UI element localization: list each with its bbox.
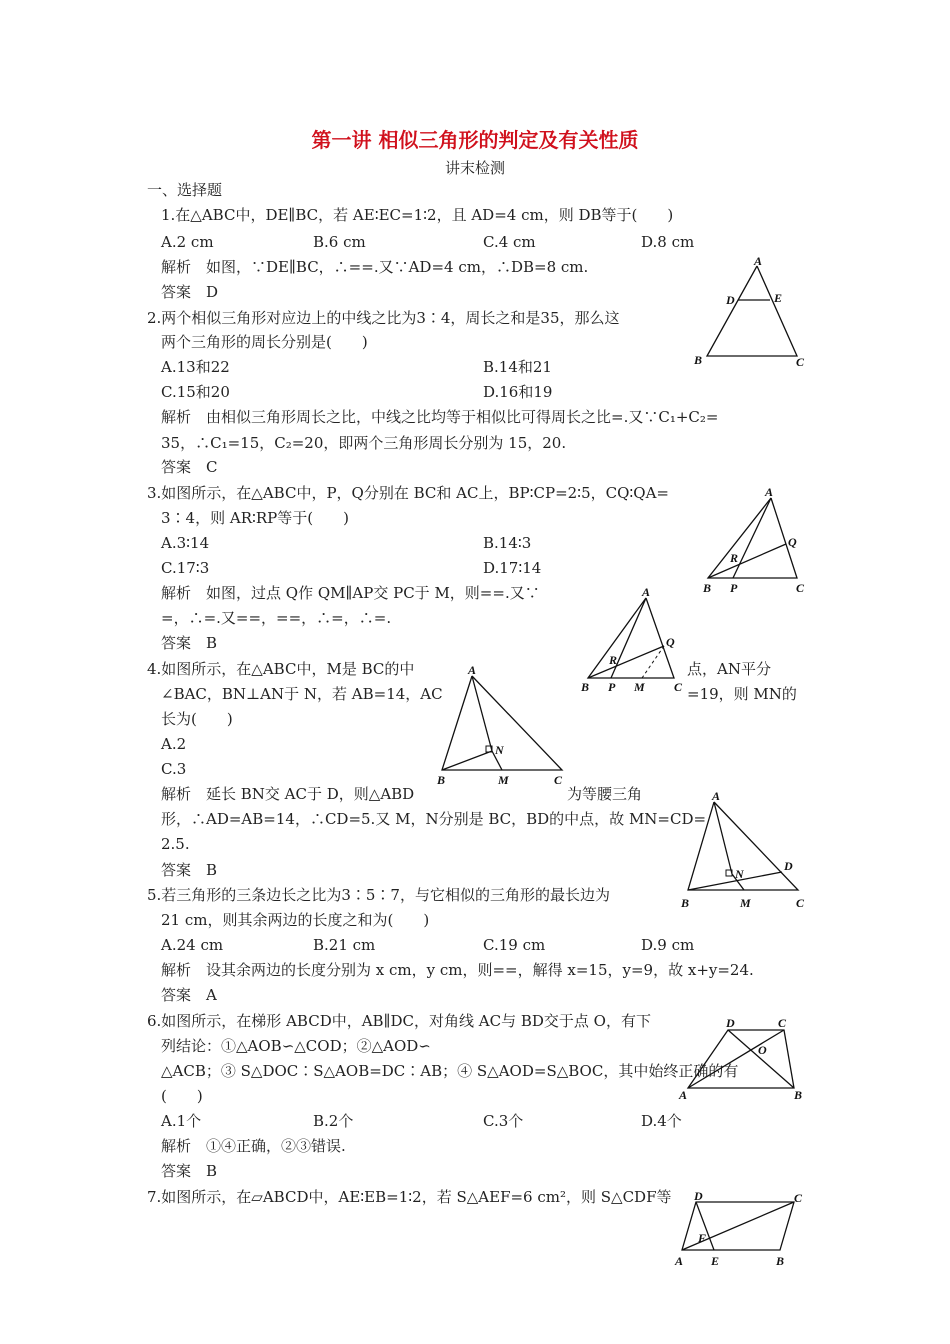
label-Q: Q: [788, 535, 797, 549]
label-R: R: [730, 551, 739, 565]
figure-q4-solution: [680, 786, 810, 914]
label-B: B: [794, 1088, 803, 1102]
label-N: N: [735, 867, 744, 881]
label-A: A: [754, 256, 763, 268]
text-line: C.4 cm: [483, 233, 536, 251]
label-P: P: [730, 581, 738, 595]
text-line: 21 cm，则其余两边的长度之和为( ): [161, 911, 430, 929]
label-Q: Q: [666, 635, 675, 649]
text-line: A.13和22: [161, 358, 230, 376]
label-B: B: [776, 1254, 785, 1268]
label-B: B: [581, 680, 590, 694]
text-line: 解析 延长 BN交 AC于 D，则△ABD: [161, 785, 415, 803]
text-line: A.24 cm: [161, 936, 224, 954]
figure-q3-solution: [578, 584, 690, 696]
text-line: 列结论：①△AOB∽△COD；②△AOD∽: [161, 1037, 431, 1055]
label-B: B: [681, 896, 690, 910]
text-line: D.4个: [641, 1112, 682, 1130]
text-line: ∠BAC，BN⊥AN于 N，若 AB=14，AC: [161, 685, 443, 703]
text-line: 5.若三角形的三条边长之比为3∶5∶7，与它相似的三角形的最长边为: [147, 886, 610, 904]
label-C: C: [796, 896, 805, 910]
text-line: 答案 C: [161, 458, 218, 476]
label-F: F: [698, 1231, 707, 1245]
text-line: D.8 cm: [641, 233, 695, 251]
label-A: A: [642, 585, 651, 599]
text-line: B.21 cm: [313, 936, 376, 954]
figure-q3-triangle: [698, 484, 814, 596]
text-line: 为等腰三角: [567, 785, 643, 803]
text-line: 答案 A: [161, 986, 217, 1004]
label-C: C: [796, 355, 805, 369]
text-line: A.2 cm: [161, 233, 214, 251]
text-line: 解析 如图，过点 Q作 QM∥AP交 PC于 M，则==.又∵: [161, 584, 540, 602]
label-M: M: [498, 773, 509, 787]
text-line: 解析 由相似三角形周长之比，中线之比均等于相似比可得周长之比=.又∵C₁+C₂=: [161, 408, 719, 426]
label-B: B: [703, 581, 712, 595]
label-C: C: [794, 1191, 803, 1205]
label-P: P: [608, 680, 616, 694]
label-A: A: [712, 789, 721, 803]
text-line: C.15和20: [161, 383, 230, 401]
figure-q7-parallelogram: [672, 1188, 810, 1272]
page-title: 第一讲 相似三角形的判定及有关性质: [311, 128, 639, 152]
label-A: A: [675, 1254, 684, 1268]
figure-q1-triangle: [690, 256, 810, 372]
label-C: C: [554, 773, 563, 787]
text-line: 1.在△ABC中，DE∥BC，若 AE∶EC=1∶2，且 AD=4 cm，则 DB等于( ): [161, 206, 674, 224]
text-line: ( ): [161, 1087, 203, 1105]
text-line: 35，∴C₁=15，C₂=20，即两个三角形周长分别为 15，20.: [161, 434, 567, 452]
text-line: 答案 B: [161, 1162, 218, 1180]
text-line: B.2个: [313, 1112, 354, 1130]
figure-q4-triangle: [434, 660, 574, 790]
text-line: C.3个: [483, 1112, 524, 1130]
text-line: 4.如图所示，在△ABC中，M是 BC的中: [147, 660, 415, 678]
label-R: R: [609, 653, 618, 667]
label-A: A: [468, 663, 477, 677]
text-line: C.17∶3: [161, 559, 210, 577]
label-D: D: [726, 1016, 735, 1030]
text-line: A.3∶14: [161, 534, 210, 552]
label-D: D: [784, 859, 793, 873]
text-line: 2.5.: [161, 835, 190, 853]
label-O: O: [758, 1043, 767, 1057]
text-line: 解析 ①④正确，②③错误.: [161, 1137, 346, 1155]
label-D: D: [726, 293, 735, 307]
label-A: A: [679, 1088, 688, 1102]
text-line: 解析 如图，∵DE∥BC，∴==.又∵AD=4 cm，∴DB=8 cm.: [161, 258, 589, 276]
text-line: C.19 cm: [483, 936, 546, 954]
label-A: A: [765, 485, 774, 499]
figure-q6-trapezoid: [676, 1014, 810, 1104]
text-line: 解析 设其余两边的长度分别为 x cm，y cm，则==，解得 x=15，y=9，故 x+y=24.: [161, 961, 754, 979]
text-line: 形，∴AD=AB=14，∴CD=5.又 M，N分别是 BC，BD的中点，故 MN=CD=: [161, 810, 707, 828]
text-line: B.14和21: [483, 358, 552, 376]
label-D: D: [694, 1189, 703, 1203]
text-line: 3.如图所示，在△ABC中，P，Q分别在 BC和 AC上，BP∶CP=2∶5，CQ∶QA=: [147, 484, 669, 502]
label-E: E: [711, 1254, 720, 1268]
label-M: M: [740, 896, 751, 910]
text-line: 两个三角形的周长分别是( ): [161, 333, 368, 351]
text-line: 2.两个相似三角形对应边上的中线之比为3∶4，周长之和是35，那么这: [147, 309, 620, 327]
label-M: M: [634, 680, 645, 694]
text-line: 长为( ): [161, 710, 233, 728]
text-line: 3∶4，则 AR∶RP等于( ): [161, 509, 349, 527]
text-line: =，∴=.又==，==，∴=，∴=.: [161, 609, 392, 627]
page-subtitle: 讲末检测: [444, 159, 505, 177]
section-heading: 一、选择题: [147, 181, 223, 199]
text-line: 答案 D: [161, 283, 219, 301]
text-line: 答案 B: [161, 861, 218, 879]
text-line: D.9 cm: [641, 936, 695, 954]
text-line: B.14∶3: [483, 534, 532, 552]
text-line: B.6 cm: [313, 233, 366, 251]
text-line: 6.如图所示，在梯形 ABCD中，AB∥DC，对角线 AC与 BD交于点 O，有下: [147, 1012, 651, 1030]
label-C: C: [796, 581, 805, 595]
text-line: △ACB；③ S△DOC∶S△AOB=DC∶AB；④ S△AOD=S△BOC，其中始终正确的有: [161, 1062, 739, 1080]
label-C: C: [674, 680, 683, 694]
text-line: D.17∶14: [483, 559, 542, 577]
text-line: A.2: [161, 735, 187, 753]
label-B: B: [437, 773, 446, 787]
text-line: =19，则 MN的: [687, 685, 797, 703]
text-line: 点，AN平分: [687, 660, 771, 678]
label-B: B: [694, 353, 703, 367]
label-E: E: [774, 291, 783, 305]
label-N: N: [495, 743, 504, 757]
text-line: 7.如图所示，在▱ABCD中，AE∶EB=1∶2，若 S△AEF=6 cm²，则 S△CDF等: [147, 1188, 672, 1206]
text-line: A.1个: [161, 1112, 202, 1130]
text-line: C.3: [161, 760, 187, 778]
text-line: D.16和19: [483, 383, 553, 401]
text-line: 答案 B: [161, 634, 218, 652]
label-C: C: [778, 1016, 787, 1030]
